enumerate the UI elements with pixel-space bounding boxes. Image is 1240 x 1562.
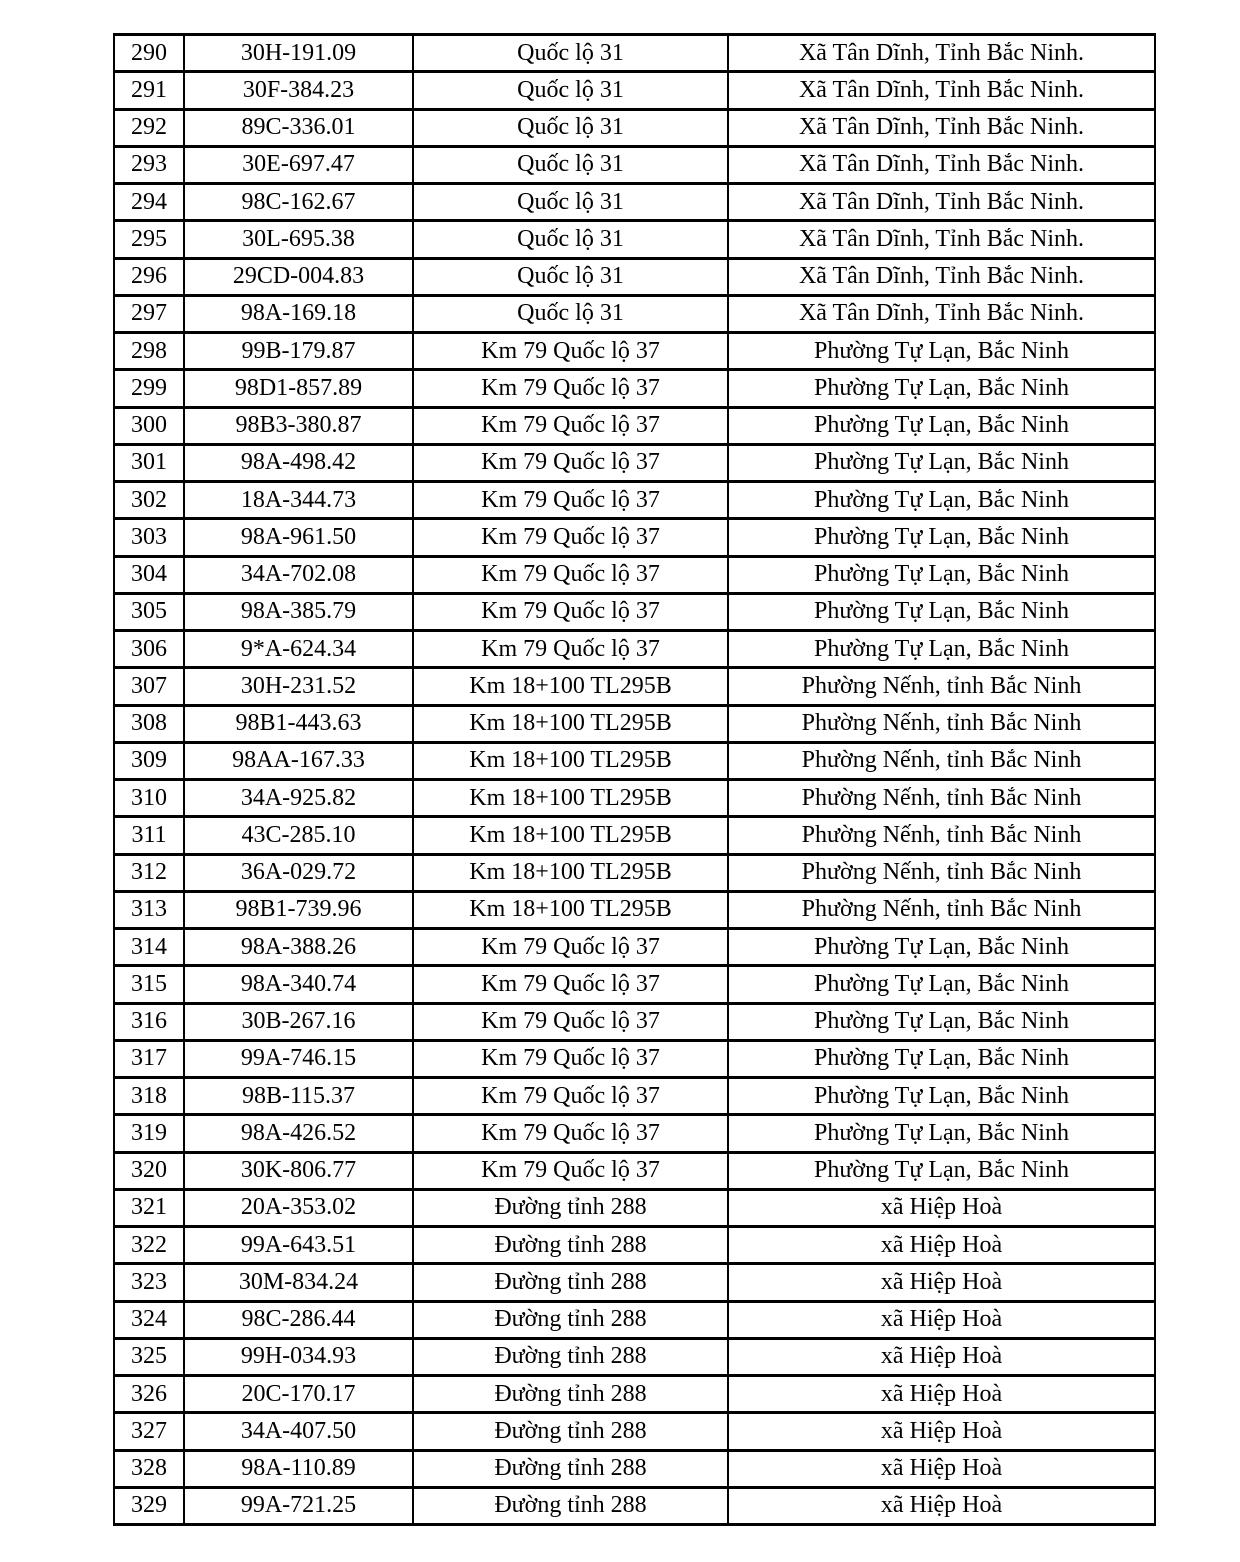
address-cell: Xã Tân Dĩnh, Tỉnh Bắc Ninh. xyxy=(728,258,1155,295)
stt-cell: 325 xyxy=(114,1338,184,1375)
location-cell: Đường tỉnh 288 xyxy=(413,1487,728,1524)
table-row xyxy=(114,817,1155,854)
address-cell: Phường Tự Lạn, Bắc Ninh xyxy=(728,1003,1155,1040)
stt-cell: 301 xyxy=(114,444,184,481)
plate-cell: 9*A-624.34 xyxy=(184,631,413,668)
table-row xyxy=(114,1115,1155,1152)
location-cell: Km 18+100 TL295B xyxy=(413,780,728,817)
table-row xyxy=(114,109,1155,146)
stt-cell: 304 xyxy=(114,556,184,593)
address-cell: Xã Tân Dĩnh, Tỉnh Bắc Ninh. xyxy=(728,221,1155,258)
address-cell: Phường Nếnh, tỉnh Bắc Ninh xyxy=(728,891,1155,928)
stt-cell: 303 xyxy=(114,519,184,556)
plate-cell: 34A-407.50 xyxy=(184,1413,413,1450)
stt-cell: 294 xyxy=(114,184,184,221)
location-cell: Km 79 Quốc lộ 37 xyxy=(413,929,728,966)
location-cell: Km 18+100 TL295B xyxy=(413,742,728,779)
table-row xyxy=(114,891,1155,928)
table-row xyxy=(114,72,1155,109)
plate-cell: 18A-344.73 xyxy=(184,482,413,519)
location-cell: Km 18+100 TL295B xyxy=(413,891,728,928)
plate-cell: 98AA-167.33 xyxy=(184,742,413,779)
address-cell: Phường Tự Lạn, Bắc Ninh xyxy=(728,482,1155,519)
stt-cell: 327 xyxy=(114,1413,184,1450)
plate-cell: 99B-179.87 xyxy=(184,333,413,370)
plate-cell: 43C-285.10 xyxy=(184,817,413,854)
table-row xyxy=(114,966,1155,1003)
location-cell: Km 79 Quốc lộ 37 xyxy=(413,1115,728,1152)
table-row xyxy=(114,184,1155,221)
address-cell: xã Hiệp Hoà xyxy=(728,1376,1155,1413)
plate-cell: 98A-388.26 xyxy=(184,929,413,966)
address-cell: Xã Tân Dĩnh, Tỉnh Bắc Ninh. xyxy=(728,295,1155,332)
table-row xyxy=(114,370,1155,407)
location-cell: Km 79 Quốc lộ 37 xyxy=(413,631,728,668)
table-row xyxy=(114,742,1155,779)
stt-cell: 314 xyxy=(114,929,184,966)
plate-cell: 98A-110.89 xyxy=(184,1450,413,1487)
address-cell: Phường Tự Lạn, Bắc Ninh xyxy=(728,333,1155,370)
stt-cell: 300 xyxy=(114,407,184,444)
stt-cell: 308 xyxy=(114,705,184,742)
location-cell: Quốc lộ 31 xyxy=(413,72,728,109)
location-cell: Đường tỉnh 288 xyxy=(413,1338,728,1375)
plate-cell: 30F-384.23 xyxy=(184,72,413,109)
address-cell: xã Hiệp Hoà xyxy=(728,1301,1155,1338)
stt-cell: 307 xyxy=(114,668,184,705)
plate-cell: 99A-746.15 xyxy=(184,1040,413,1077)
address-cell: Phường Nếnh, tỉnh Bắc Ninh xyxy=(728,705,1155,742)
stt-cell: 321 xyxy=(114,1189,184,1226)
stt-cell: 317 xyxy=(114,1040,184,1077)
table-row xyxy=(114,1003,1155,1040)
plate-cell: 98A-961.50 xyxy=(184,519,413,556)
violations-table-body xyxy=(114,35,1155,1525)
stt-cell: 293 xyxy=(114,146,184,183)
plate-cell: 34A-925.82 xyxy=(184,780,413,817)
table-row xyxy=(114,854,1155,891)
location-cell: Quốc lộ 31 xyxy=(413,146,728,183)
table-row xyxy=(114,407,1155,444)
stt-cell: 290 xyxy=(114,35,184,72)
plate-cell: 36A-029.72 xyxy=(184,854,413,891)
address-cell: xã Hiệp Hoà xyxy=(728,1227,1155,1264)
address-cell: Xã Tân Dĩnh, Tỉnh Bắc Ninh. xyxy=(728,184,1155,221)
plate-cell: 30E-697.47 xyxy=(184,146,413,183)
plate-cell: 29CD-004.83 xyxy=(184,258,413,295)
stt-cell: 312 xyxy=(114,854,184,891)
stt-cell: 318 xyxy=(114,1078,184,1115)
location-cell: Km 79 Quốc lộ 37 xyxy=(413,966,728,1003)
address-cell: Phường Tự Lạn, Bắc Ninh xyxy=(728,519,1155,556)
location-cell: Đường tỉnh 288 xyxy=(413,1227,728,1264)
plate-cell: 89C-336.01 xyxy=(184,109,413,146)
plate-cell: 98B-115.37 xyxy=(184,1078,413,1115)
location-cell: Km 18+100 TL295B xyxy=(413,817,728,854)
table-row xyxy=(114,333,1155,370)
location-cell: Đường tỉnh 288 xyxy=(413,1264,728,1301)
address-cell: Phường Tự Lạn, Bắc Ninh xyxy=(728,407,1155,444)
stt-cell: 296 xyxy=(114,258,184,295)
plate-cell: 98B1-443.63 xyxy=(184,705,413,742)
stt-cell: 302 xyxy=(114,482,184,519)
location-cell: Km 79 Quốc lộ 37 xyxy=(413,556,728,593)
location-cell: Km 79 Quốc lộ 37 xyxy=(413,1003,728,1040)
stt-cell: 319 xyxy=(114,1115,184,1152)
address-cell: Phường Nếnh, tỉnh Bắc Ninh xyxy=(728,668,1155,705)
stt-cell: 306 xyxy=(114,631,184,668)
location-cell: Km 18+100 TL295B xyxy=(413,668,728,705)
address-cell: Phường Nếnh, tỉnh Bắc Ninh xyxy=(728,780,1155,817)
table-row xyxy=(114,1413,1155,1450)
table-row xyxy=(114,1450,1155,1487)
address-cell: xã Hiệp Hoà xyxy=(728,1413,1155,1450)
address-cell: Phường Tự Lạn, Bắc Ninh xyxy=(728,631,1155,668)
location-cell: Km 18+100 TL295B xyxy=(413,854,728,891)
stt-cell: 322 xyxy=(114,1227,184,1264)
address-cell: Phường Nếnh, tỉnh Bắc Ninh xyxy=(728,817,1155,854)
location-cell: Km 79 Quốc lộ 37 xyxy=(413,444,728,481)
stt-cell: 328 xyxy=(114,1450,184,1487)
address-cell: Phường Tự Lạn, Bắc Ninh xyxy=(728,966,1155,1003)
plate-cell: 30H-231.52 xyxy=(184,668,413,705)
stt-cell: 315 xyxy=(114,966,184,1003)
plate-cell: 30B-267.16 xyxy=(184,1003,413,1040)
location-cell: Km 79 Quốc lộ 37 xyxy=(413,1040,728,1077)
stt-cell: 323 xyxy=(114,1264,184,1301)
address-cell: Phường Tự Lạn, Bắc Ninh xyxy=(728,1078,1155,1115)
stt-cell: 295 xyxy=(114,221,184,258)
location-cell: Đường tỉnh 288 xyxy=(413,1450,728,1487)
location-cell: Quốc lộ 31 xyxy=(413,221,728,258)
stt-cell: 311 xyxy=(114,817,184,854)
location-cell: Km 79 Quốc lộ 37 xyxy=(413,333,728,370)
address-cell: Phường Tự Lạn, Bắc Ninh xyxy=(728,1115,1155,1152)
address-cell: Phường Tự Lạn, Bắc Ninh xyxy=(728,929,1155,966)
location-cell: Đường tỉnh 288 xyxy=(413,1301,728,1338)
table-row xyxy=(114,35,1155,72)
stt-cell: 329 xyxy=(114,1487,184,1524)
table-row xyxy=(114,482,1155,519)
location-cell: Quốc lộ 31 xyxy=(413,295,728,332)
address-cell: xã Hiệp Hoà xyxy=(728,1189,1155,1226)
plate-cell: 98A-498.42 xyxy=(184,444,413,481)
plate-cell: 98B3-380.87 xyxy=(184,407,413,444)
address-cell: xã Hiệp Hoà xyxy=(728,1338,1155,1375)
location-cell: Quốc lộ 31 xyxy=(413,35,728,72)
plate-cell: 99H-034.93 xyxy=(184,1338,413,1375)
stt-cell: 297 xyxy=(114,295,184,332)
address-cell: Phường Tự Lạn, Bắc Ninh xyxy=(728,1152,1155,1189)
table-row xyxy=(114,556,1155,593)
stt-cell: 316 xyxy=(114,1003,184,1040)
plate-cell: 98C-286.44 xyxy=(184,1301,413,1338)
plate-cell: 98A-426.52 xyxy=(184,1115,413,1152)
stt-cell: 324 xyxy=(114,1301,184,1338)
stt-cell: 292 xyxy=(114,109,184,146)
plate-cell: 98A-169.18 xyxy=(184,295,413,332)
stt-cell: 298 xyxy=(114,333,184,370)
table-row xyxy=(114,258,1155,295)
plate-cell: 98C-162.67 xyxy=(184,184,413,221)
address-cell: Xã Tân Dĩnh, Tỉnh Bắc Ninh. xyxy=(728,35,1155,72)
stt-cell: 310 xyxy=(114,780,184,817)
address-cell: xã Hiệp Hoà xyxy=(728,1450,1155,1487)
table-row xyxy=(114,444,1155,481)
location-cell: Đường tỉnh 288 xyxy=(413,1189,728,1226)
table-row xyxy=(114,1264,1155,1301)
stt-cell: 320 xyxy=(114,1152,184,1189)
table-row xyxy=(114,1487,1155,1524)
address-cell: Xã Tân Dĩnh, Tỉnh Bắc Ninh. xyxy=(728,146,1155,183)
table-row xyxy=(114,593,1155,630)
plate-cell: 30M-834.24 xyxy=(184,1264,413,1301)
location-cell: Km 79 Quốc lộ 37 xyxy=(413,593,728,630)
plate-cell: 20A-353.02 xyxy=(184,1189,413,1226)
plate-cell: 30L-695.38 xyxy=(184,221,413,258)
plate-cell: 98B1-739.96 xyxy=(184,891,413,928)
address-cell: Phường Tự Lạn, Bắc Ninh xyxy=(728,444,1155,481)
table-row xyxy=(114,1152,1155,1189)
stt-cell: 291 xyxy=(114,72,184,109)
plate-cell: 20C-170.17 xyxy=(184,1376,413,1413)
table-row xyxy=(114,929,1155,966)
location-cell: Km 79 Quốc lộ 37 xyxy=(413,482,728,519)
table-row xyxy=(114,668,1155,705)
location-cell: Quốc lộ 31 xyxy=(413,184,728,221)
plate-cell: 98D1-857.89 xyxy=(184,370,413,407)
table-row xyxy=(114,1189,1155,1226)
location-cell: Km 79 Quốc lộ 37 xyxy=(413,519,728,556)
address-cell: Phường Tự Lạn, Bắc Ninh xyxy=(728,1040,1155,1077)
stt-cell: 313 xyxy=(114,891,184,928)
plate-cell: 30H-191.09 xyxy=(184,35,413,72)
table-row xyxy=(114,519,1155,556)
address-cell: Phường Nếnh, tỉnh Bắc Ninh xyxy=(728,854,1155,891)
plate-cell: 99A-721.25 xyxy=(184,1487,413,1524)
address-cell: xã Hiệp Hoà xyxy=(728,1487,1155,1524)
table-row xyxy=(114,780,1155,817)
table-row xyxy=(114,1227,1155,1264)
location-cell: Đường tỉnh 288 xyxy=(413,1413,728,1450)
table-row xyxy=(114,1040,1155,1077)
location-cell: Km 79 Quốc lộ 37 xyxy=(413,1078,728,1115)
stt-cell: 305 xyxy=(114,593,184,630)
table-row xyxy=(114,146,1155,183)
table-row xyxy=(114,705,1155,742)
address-cell: Phường Nếnh, tỉnh Bắc Ninh xyxy=(728,742,1155,779)
table-row xyxy=(114,221,1155,258)
plate-cell: 98A-385.79 xyxy=(184,593,413,630)
stt-cell: 309 xyxy=(114,742,184,779)
table-row xyxy=(114,1301,1155,1338)
plate-cell: 99A-643.51 xyxy=(184,1227,413,1264)
stt-cell: 299 xyxy=(114,370,184,407)
address-cell: xã Hiệp Hoà xyxy=(728,1264,1155,1301)
plate-cell: 30K-806.77 xyxy=(184,1152,413,1189)
address-cell: Phường Tự Lạn, Bắc Ninh xyxy=(728,593,1155,630)
table-row xyxy=(114,1078,1155,1115)
plate-cell: 34A-702.08 xyxy=(184,556,413,593)
location-cell: Km 79 Quốc lộ 37 xyxy=(413,370,728,407)
table-row xyxy=(114,1376,1155,1413)
table-row xyxy=(114,1338,1155,1375)
plate-cell: 98A-340.74 xyxy=(184,966,413,1003)
location-cell: Km 79 Quốc lộ 37 xyxy=(413,407,728,444)
address-cell: Xã Tân Dĩnh, Tỉnh Bắc Ninh. xyxy=(728,109,1155,146)
stt-cell: 326 xyxy=(114,1376,184,1413)
address-cell: Phường Tự Lạn, Bắc Ninh xyxy=(728,370,1155,407)
violations-table xyxy=(113,33,1156,1526)
table-row xyxy=(114,295,1155,332)
location-cell: Đường tỉnh 288 xyxy=(413,1376,728,1413)
table-row xyxy=(114,631,1155,668)
address-cell: Xã Tân Dĩnh, Tỉnh Bắc Ninh. xyxy=(728,72,1155,109)
location-cell: Quốc lộ 31 xyxy=(413,109,728,146)
location-cell: Quốc lộ 31 xyxy=(413,258,728,295)
address-cell: Phường Tự Lạn, Bắc Ninh xyxy=(728,556,1155,593)
location-cell: Km 79 Quốc lộ 37 xyxy=(413,1152,728,1189)
location-cell: Km 18+100 TL295B xyxy=(413,705,728,742)
